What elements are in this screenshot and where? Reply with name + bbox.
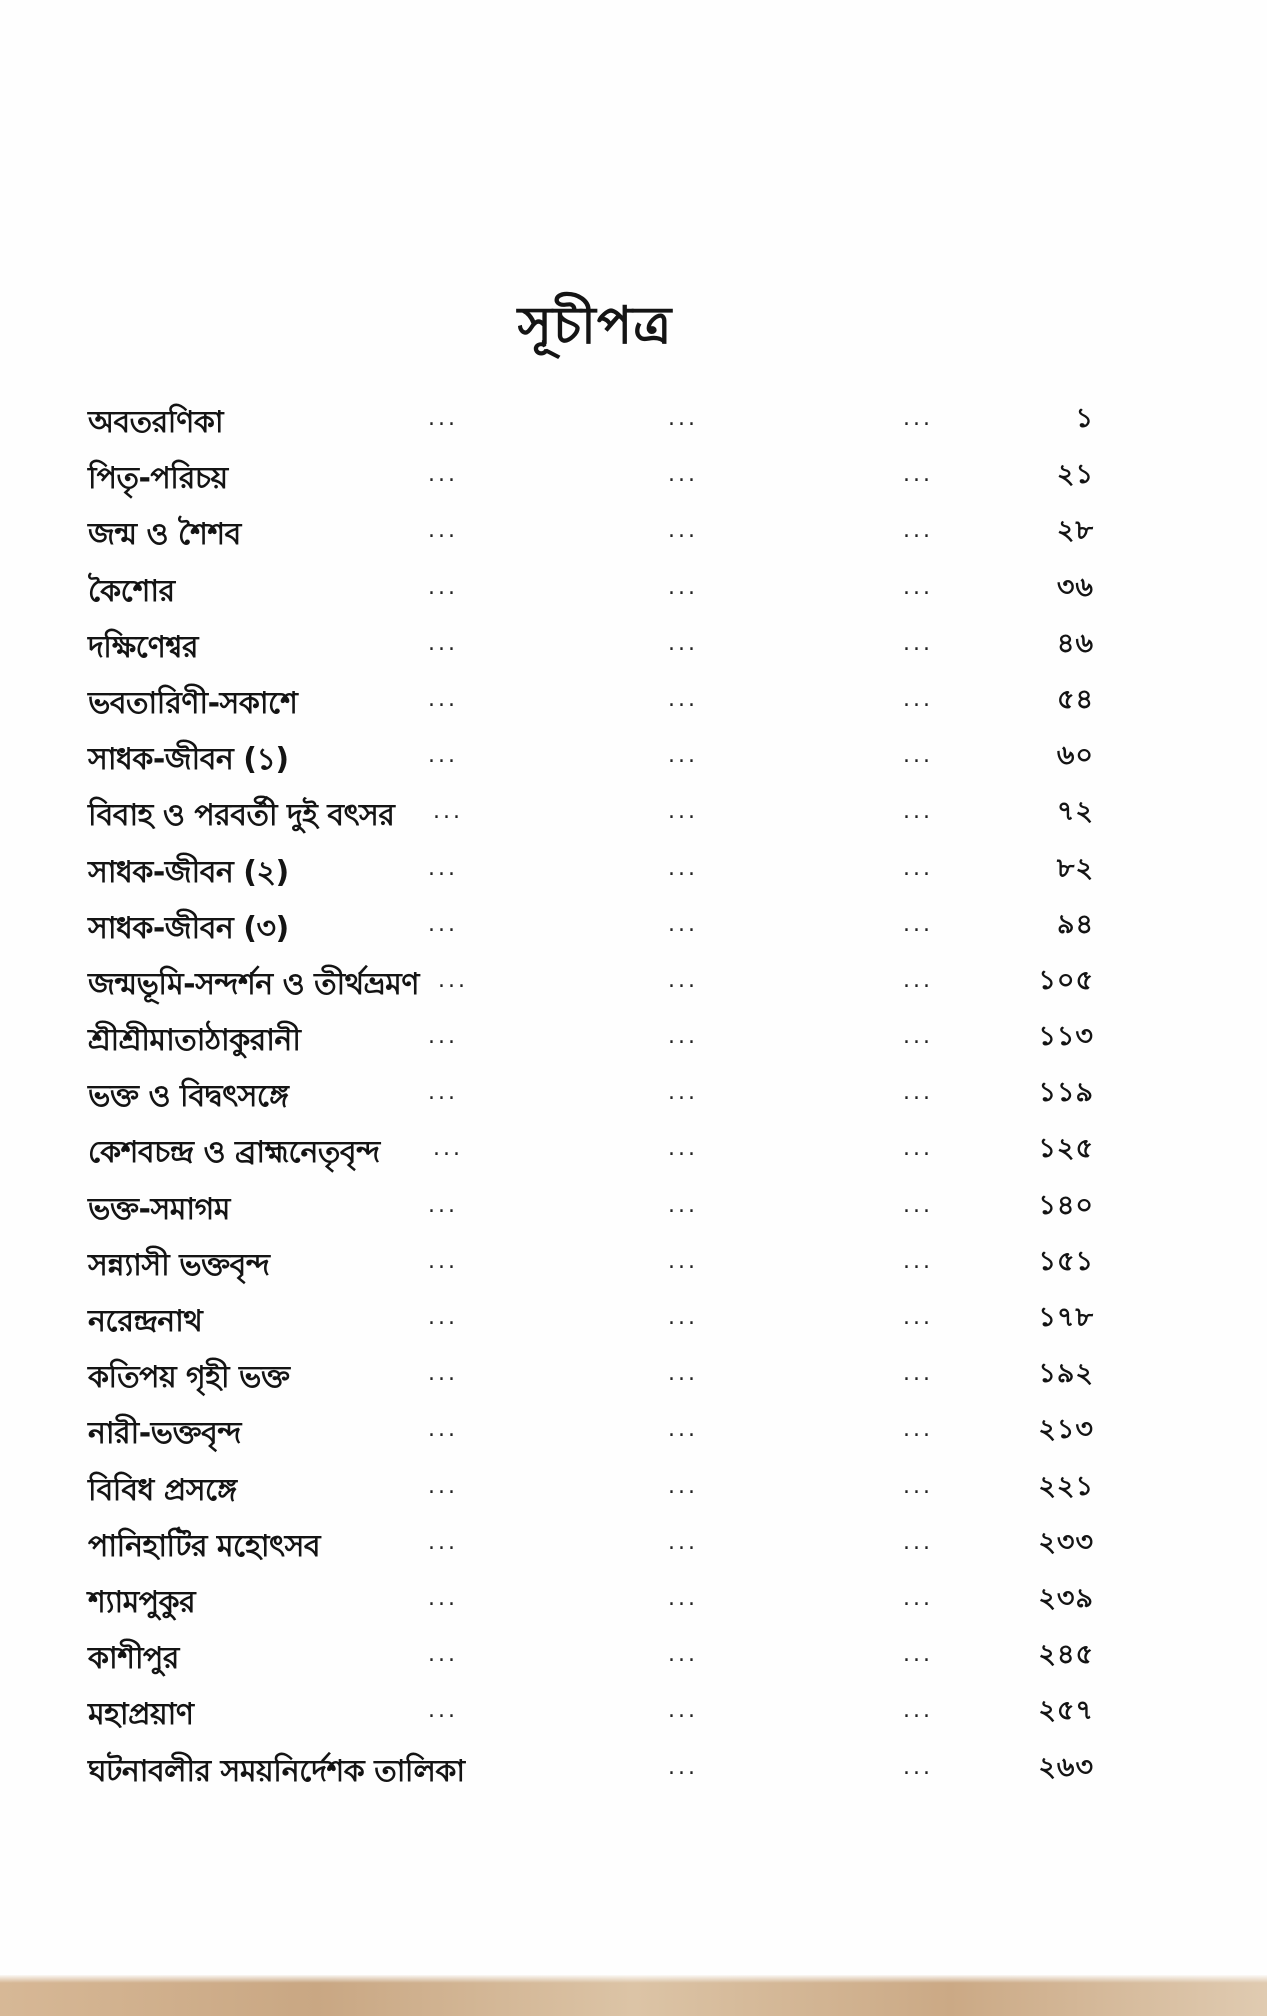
leader-dots: ...: [428, 1585, 458, 1611]
toc-entry: [88, 732, 1094, 788]
toc-entry-label: জন্ম ও শৈশব: [88, 517, 241, 553]
leader-dots: ...: [428, 462, 458, 488]
leader-dots: ...: [903, 1361, 933, 1387]
toc-entry-page: ৯৪: [1056, 908, 1094, 940]
leader-dots: ...: [428, 1305, 458, 1330]
page-title: সূচীপত্র: [517, 296, 673, 356]
leader-dots: ...: [668, 1305, 698, 1330]
leader-dots: ...: [903, 1529, 933, 1555]
leader-dots: ...: [668, 1248, 698, 1274]
toc-entry-page: ১৭৮: [1038, 1302, 1094, 1333]
leader-dots: ...: [903, 799, 933, 825]
toc-entry-label: সাধক-জীবন (২): [88, 854, 289, 890]
toc-entry-page: ২৩৩: [1038, 1526, 1094, 1558]
toc-entry: [88, 1069, 1094, 1125]
toc-entry: [88, 1575, 1094, 1631]
leader-dots: ...: [903, 1192, 933, 1218]
leader-dots: ...: [428, 1698, 458, 1724]
toc-entry-page: ২২১: [1038, 1470, 1094, 1502]
toc-entry-label: ভক্ত-সমাগম: [88, 1191, 230, 1227]
toc-entry: [88, 1238, 1094, 1294]
leader-dots: ...: [428, 518, 458, 544]
leader-dots: ...: [668, 630, 698, 656]
leader-dots: ...: [903, 1305, 933, 1330]
toc-entry-label: বিবাহ ও পরবর্তী দুই বৎসর: [88, 798, 395, 834]
toc-entry-label: কতিপয় গৃহী ভক্ত: [88, 1360, 290, 1396]
leader-dots: ...: [903, 462, 933, 488]
toc-entry-label: শ্রীশ্রীমাতাঠাকুরানী: [88, 1023, 301, 1059]
leader-dots: ...: [903, 743, 933, 769]
leader-dots: ...: [903, 518, 933, 544]
toc-entry-page: ৫৪: [1056, 683, 1094, 715]
toc-entry-page: ১৪০: [1038, 1189, 1094, 1221]
leader-dots: ...: [428, 1642, 458, 1668]
toc-entry: [88, 451, 1094, 507]
toc-entry-label: পিতৃ-পরিচয়: [88, 461, 228, 497]
leader-dots: ...: [668, 1080, 698, 1106]
leader-dots: ...: [668, 1529, 698, 1555]
leader-dots: ...: [903, 967, 933, 993]
leader-dots: ...: [903, 1473, 933, 1499]
toc-entry: [88, 1350, 1094, 1406]
leader-dots: ...: [428, 1192, 458, 1218]
leader-dots: ...: [428, 630, 458, 656]
leader-dots: ...: [428, 1361, 458, 1387]
leader-dots: ...: [668, 1024, 698, 1050]
leader-dots: ...: [903, 911, 933, 937]
toc-entry: [88, 1744, 1094, 1800]
leader-dots: ...: [438, 967, 468, 993]
toc-entry-page: ২১৩: [1038, 1414, 1094, 1446]
toc-entry-label: কৈশোর: [88, 573, 175, 609]
leader-dots: ...: [428, 1024, 458, 1050]
leader-dots: ...: [668, 1698, 698, 1724]
toc-entry: [88, 1406, 1094, 1462]
toc-entry-page: ৮২: [1056, 852, 1094, 884]
toc-entry: [88, 1013, 1094, 1069]
toc-entry-page: ২৫৭: [1038, 1695, 1094, 1727]
toc-entry-page: ২৪৫: [1038, 1639, 1094, 1671]
page-bottom-edge: [0, 1975, 1267, 2016]
toc-entry: [88, 1463, 1094, 1519]
toc-entry-page: ২৬৩: [1038, 1751, 1094, 1783]
toc-entry-page: ৭২: [1056, 796, 1094, 828]
toc-entry: [88, 395, 1094, 451]
toc-entry: [88, 1631, 1094, 1687]
leader-dots: ...: [903, 1024, 933, 1050]
toc-entry-label: নারী-ভক্তবৃন্দ: [88, 1416, 241, 1452]
leader-dots: ...: [903, 855, 933, 881]
toc-entry-label: কাশীপুর: [88, 1641, 179, 1677]
toc-entry-label: দক্ষিণেশ্বর: [88, 629, 198, 665]
leader-dots: ...: [903, 1585, 933, 1611]
leader-dots: ...: [903, 1136, 933, 1162]
leader-dots: ...: [433, 1136, 463, 1162]
leader-dots: ...: [668, 1361, 698, 1387]
leader-dots: ...: [428, 1080, 458, 1106]
toc-entry: [88, 1125, 1094, 1181]
toc-entry-page: ১১৩: [1038, 1021, 1094, 1053]
toc-entry: [88, 1687, 1094, 1743]
leader-dots: ...: [668, 1192, 698, 1218]
toc-entry-label: পানিহাটির মহোৎসব: [88, 1528, 321, 1564]
leader-dots: ...: [428, 406, 458, 431]
toc-entry-page: ১০৫: [1038, 964, 1094, 996]
leader-dots: ...: [428, 911, 458, 937]
toc-entry-label: নরেন্দ্রনাথ: [88, 1304, 203, 1339]
leader-dots: ...: [428, 1529, 458, 1555]
leader-dots: ...: [668, 1417, 698, 1443]
leader-dots: ...: [668, 462, 698, 488]
toc-entry-page: ১: [1075, 403, 1094, 434]
toc-entry-label: কেশবচন্দ্র ও ব্রাহ্মনেতৃবৃন্দ: [88, 1135, 380, 1171]
leader-dots: ...: [428, 855, 458, 881]
toc-entry-page: ২৩৯: [1038, 1582, 1094, 1614]
toc-entry-label: বিবিধ প্রসঙ্গে: [88, 1472, 237, 1508]
toc-entry-label: ভবতারিণী-সকাশে: [88, 685, 298, 721]
toc-entry-label: সাধক-জীবন (১): [88, 742, 289, 778]
leader-dots: ...: [428, 743, 458, 769]
leader-dots: ...: [668, 799, 698, 825]
leader-dots: ...: [903, 1417, 933, 1443]
toc-entry-page: ১৯২: [1038, 1358, 1094, 1390]
toc-entry: [88, 564, 1094, 620]
leader-dots: ...: [668, 686, 698, 712]
leader-dots: ...: [903, 630, 933, 656]
toc-entry-page: ১২৫: [1038, 1133, 1094, 1165]
leader-dots: ...: [428, 686, 458, 712]
toc-entry: [88, 788, 1094, 844]
toc-entry-label: সাধক-জীবন (৩): [88, 910, 289, 946]
leader-dots: ...: [668, 1642, 698, 1668]
leader-dots: ...: [428, 574, 458, 600]
leader-dots: ...: [433, 799, 463, 825]
leader-dots: ...: [903, 1642, 933, 1668]
leader-dots: ...: [903, 406, 933, 431]
leader-dots: ...: [903, 686, 933, 712]
leader-dots: ...: [428, 1473, 458, 1499]
toc-entry: [88, 957, 1094, 1013]
leader-dots: ...: [903, 1754, 933, 1780]
toc-entry-label: মহাপ্রয়াণ: [88, 1697, 194, 1733]
toc-entry: [88, 507, 1094, 563]
toc-entry-label: জন্মভূমি-সন্দর্শন ও তীর্থভ্রমণ: [88, 966, 419, 1002]
toc-entry-page: ৪৬: [1056, 627, 1094, 659]
leader-dots: ...: [668, 911, 698, 937]
toc-entry-page: ১৫১: [1038, 1245, 1094, 1277]
toc-entry-label: অবতরণিকা: [88, 405, 224, 440]
toc-entry-page: ৬০: [1056, 740, 1094, 772]
toc-entry: [88, 845, 1094, 901]
toc-entry: [88, 620, 1094, 676]
leader-dots: ...: [668, 1473, 698, 1499]
toc-entry-label: শ্যামপুকুর: [88, 1584, 196, 1620]
leader-dots: ...: [903, 1698, 933, 1724]
leader-dots: ...: [668, 406, 698, 431]
leader-dots: ...: [428, 1248, 458, 1274]
toc-entry: [88, 1294, 1094, 1350]
leader-dots: ...: [668, 1136, 698, 1162]
leader-dots: ...: [428, 1417, 458, 1443]
leader-dots: ...: [668, 574, 698, 600]
toc-entry-page: ১১৯: [1038, 1077, 1094, 1109]
toc-entry: [88, 676, 1094, 732]
toc-entry-page: ২১: [1056, 459, 1094, 491]
leader-dots: ...: [903, 574, 933, 600]
leader-dots: ...: [668, 855, 698, 881]
table-of-contents: [88, 395, 1094, 1800]
toc-entry-label: সন্ন্যাসী ভক্তবৃন্দ: [88, 1247, 270, 1283]
toc-entry: [88, 1182, 1094, 1238]
leader-dots: ...: [668, 743, 698, 769]
toc-entry-page: ২৮: [1056, 515, 1094, 547]
toc-entry-label: ভক্ত ও বিদ্বৎসঙ্গে: [88, 1079, 289, 1115]
leader-dots: ...: [903, 1080, 933, 1106]
toc-entry-label: ঘটনাবলীর সময়নির্দেশক তালিকা: [88, 1753, 465, 1789]
leader-dots: ...: [903, 1248, 933, 1274]
leader-dots: ...: [668, 1754, 698, 1780]
leader-dots: ...: [668, 518, 698, 544]
leader-dots: ...: [668, 1585, 698, 1611]
toc-entry-page: ৩৬: [1056, 571, 1094, 603]
leader-dots: ...: [668, 967, 698, 993]
toc-entry: [88, 901, 1094, 957]
toc-entry: [88, 1519, 1094, 1575]
